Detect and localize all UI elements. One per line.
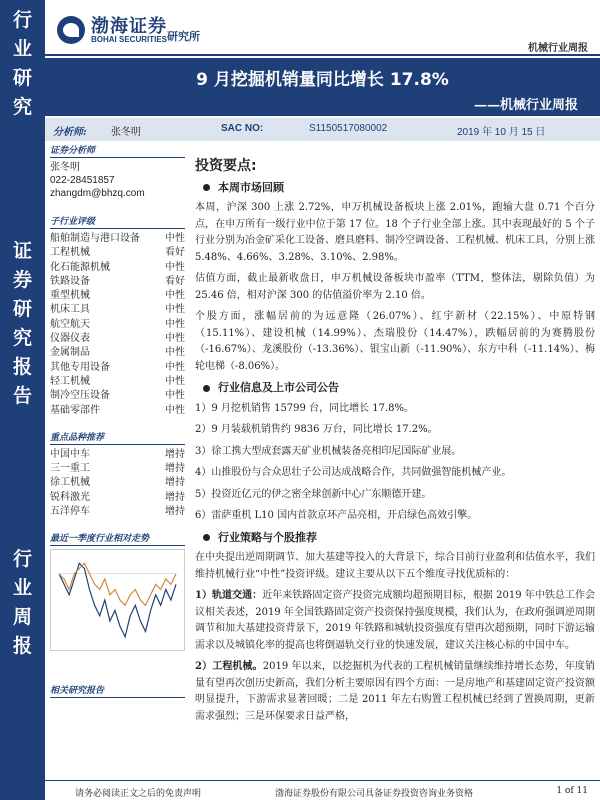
item-text: 近年来铁路固定资产投资完成额均超预期目标，根据 2019 年中铁总工作会议相关表述，2019 年全国铁路固定资产投资保持强度规模，我们认为，在政府强调逆周期调节和加大基建投资背景下，2019 年铁路和城轨投资强度有望再次超预期，同时下游运输需求以及城镇化率的提高也将倒逼轨交行业的快速发展，建议关注核心标的中国中车。 [195, 590, 595, 651]
news-item: 1）9 月挖机销售 15799 台，同比增长 17.8%。 [195, 402, 415, 414]
investment-highlights-heading: 投资要点: [195, 158, 257, 174]
page-number: 1 of 11 [556, 786, 588, 796]
rating-row [50, 361, 185, 375]
footer-qualification: 渤海证券股份有限公司具备证券投资咨询业务资格 [275, 789, 474, 799]
section-industry-news [195, 380, 595, 397]
relative-trend-chart [50, 549, 185, 651]
rating-row [50, 246, 185, 260]
side-label-char: 证 [12, 240, 32, 262]
sub-industry-ratings [50, 232, 185, 418]
analyst-label: 分析师: [53, 127, 87, 138]
stock-name: 五洋停车 [50, 506, 90, 518]
rating-name: 重型机械 [50, 290, 90, 302]
related-section-title: 相关研究报告 [50, 683, 185, 698]
item-text: 2019 年以来，以挖掘机为代表的工程机械销量继续维持增长态势，年度销量有望再次创历史新高，我们分析主要原因有四个方面：一是房地产和基建固定资产投资额明显提升，下游需求显著回暖；二是 2011 年左右购置工程机械已经到了置换周期，更新需求强烈；三是环保要求日益严格， [195, 661, 595, 722]
rating-row [50, 289, 185, 303]
stock-name: 徐工机械 [50, 477, 90, 489]
bullet-icon [203, 184, 210, 191]
rating-row [50, 275, 185, 289]
rating-rating: 中性 [165, 333, 185, 345]
rating-row [50, 404, 185, 418]
paragraph-valuation: 估值方面，截止最新收盘日，申万机械设备板块市盈率（TTM，整体法，剔除负值）为 25.46 倍，相对沪深 300 的估值溢价率为 2.10 倍。 [195, 273, 595, 301]
section-market-review [195, 180, 595, 197]
stock-rating: 增持 [165, 463, 185, 475]
rating-name: 航空航天 [50, 318, 90, 330]
logo-chinese: 渤海证券 [91, 16, 167, 37]
side-label-securities-report [0, 237, 45, 411]
page-footer [45, 780, 600, 800]
stock-rating: 增持 [165, 506, 185, 518]
rating-name: 金属制品 [50, 347, 90, 359]
side-label-char: 研 [12, 298, 32, 320]
item-lead: 1）轨道交通： [195, 590, 263, 601]
rating-rating: 看好 [165, 275, 185, 287]
report-type: 机械行业周报 [528, 43, 588, 54]
paragraph-rail [195, 588, 595, 654]
rating-name: 仪器仪表 [50, 333, 90, 345]
paragraph-strategy: 在中央提出逆周期调节、加大基建等投入的大背景下，综合目前行业盈利和估值水平，我们维持机械行业“中性”投资评级。建议主要从以下五个维度寻找优质标的： [195, 552, 595, 580]
side-label-char: 报 [12, 356, 32, 378]
side-label-char: 究 [12, 96, 32, 118]
stock-rating: 增持 [165, 448, 185, 460]
side-label-char: 行 [12, 9, 32, 31]
rating-rating: 中性 [165, 404, 185, 416]
rating-name: 轻工机械 [50, 375, 90, 387]
page-title: 9 月挖掘机销量同比增长 17.8% [196, 70, 449, 90]
rating-rating: 中性 [165, 290, 185, 302]
side-label-industry-research [0, 6, 45, 122]
stock-row [50, 476, 185, 490]
stock-row [50, 491, 185, 505]
stock-row [50, 448, 185, 462]
rating-rating: 中性 [165, 375, 185, 387]
page-subtitle: ——机械行业周报 [473, 98, 578, 113]
item-lead: 2）工程机械。 [195, 661, 263, 672]
news-item: 2）9 月装载机销售约 9836 万台，同比增长 17.2%。 [195, 424, 438, 435]
logo-english: BOHAI SECURITIES [91, 35, 168, 44]
rating-rating: 中性 [165, 318, 185, 330]
stock-section-title: 重点品种推荐 [50, 430, 185, 445]
stock-row [50, 462, 185, 476]
rating-name: 船舶制造与港口设备 [50, 233, 140, 244]
sac-label: SAC NO: [221, 123, 264, 134]
news-list [195, 401, 595, 525]
stock-name: 锐科激光 [50, 491, 90, 503]
section-title: 行业策略与个股推荐 [218, 530, 317, 544]
section-title: 本周市场回顾 [218, 180, 284, 194]
paragraph-market: 本周，沪深 300 上涨 2.72%，申万机械设备板块上涨 2.01%，跑输大盘 0.71 个百分点，在申万所有一级行业中位于第 17 位。18 个子行业全部上涨。其中表现最好的 5 个子行业分别为冶金矿采化工设备、磨具磨料、制冷空调设备、工程机械、机床工具，分别上涨 5.48%、4.66%、3.28%、3.10%、2.98%。 [195, 202, 595, 263]
rating-name: 机床工具 [50, 304, 90, 316]
rating-row [50, 303, 185, 317]
rating-name: 其他专用设备 [50, 361, 110, 373]
news-item: 6）雷萨重机 L10 国内首款京环产品亮相，开启绿色高效引擎。 [195, 510, 478, 521]
analyst-phone: 022-28451857 [50, 175, 115, 186]
rating-row [50, 389, 185, 403]
recommended-stocks [50, 448, 185, 519]
rating-name: 基础零部件 [50, 404, 100, 416]
bohai-logo-icon [57, 16, 85, 44]
side-label-char: 告 [12, 385, 32, 407]
paragraph-stocks: 个股方面，涨幅居前的为远意隆（26.07%）、红宇新材（22.15%）、中原特钢（15.11%）、建设机械（14.99%）、杰瑞股份（14.47%），跌幅居前的为赛腾股份（-16.67%）、龙溪股份（-13.36%）、银宝山新（-11.90%）、东方中科（-11.14%）、梅轮电梯（-8.06%）。 [195, 311, 595, 372]
rating-rating: 中性 [165, 347, 185, 359]
footer-disclaimer: 请务必阅读正文之后的免责声明 [75, 789, 202, 799]
rating-name: 工程机械 [50, 247, 90, 259]
stock-row [50, 505, 185, 519]
report-date: 2019 年 10 月 15 日 [457, 127, 546, 138]
rating-name: 制冷空压设备 [50, 390, 110, 402]
side-label-char: 券 [12, 269, 32, 291]
bullet-icon [203, 534, 210, 541]
news-item: 5）投资近亿元的伊之密全球创新中心广东顺德开建。 [195, 488, 432, 500]
chart-series-line-0 [59, 564, 176, 638]
rating-rating: 中性 [165, 390, 185, 402]
rating-section-title: 子行业评级 [50, 214, 185, 229]
title-banner [45, 58, 600, 116]
rating-row [50, 332, 185, 346]
chart-series-line-1 [59, 564, 176, 606]
trend-chart-svg [51, 550, 184, 650]
section-strategy [195, 530, 595, 547]
side-label-char: 研 [12, 67, 32, 89]
rating-row [50, 261, 185, 275]
chart-section-title: 最近一季度行业相对走势 [50, 531, 185, 546]
analyst-strip [45, 118, 600, 141]
page-header [45, 0, 600, 58]
paragraph-construction [195, 659, 595, 725]
rating-row [50, 346, 185, 360]
stock-name: 三一重工 [50, 463, 90, 475]
news-item: 3）徐工携大型成套露天矿业机械装备亮相印尼国际矿业展。 [195, 445, 462, 457]
analyst-email[interactable]: zhangdm@bhzq.com [50, 188, 145, 199]
side-label-char: 周 [12, 606, 32, 628]
rating-name: 铁路设备 [50, 275, 90, 287]
rating-rating: 中性 [165, 233, 185, 244]
header-divider [45, 54, 600, 56]
side-label-char: 行 [12, 548, 32, 570]
section-title: 行业信息及上市公司公告 [218, 381, 339, 394]
stock-rating: 增持 [165, 477, 185, 489]
sac-number: S1150517080002 [309, 123, 388, 134]
side-label-char: 究 [12, 327, 32, 349]
rating-row [50, 232, 185, 246]
main-content [195, 158, 595, 730]
news-item: 4）山推股份与合众思壮子公司达成战略合作，共同做强智能机械产业。 [195, 467, 512, 478]
rating-rating: 中性 [165, 304, 185, 316]
rating-row [50, 375, 185, 389]
bullet-icon [203, 385, 210, 392]
rating-row [50, 318, 185, 332]
rating-rating: 看好 [165, 247, 185, 259]
side-label-char: 业 [12, 38, 32, 60]
rating-name: 化石能源机械 [50, 261, 110, 273]
side-label-char: 报 [12, 635, 32, 657]
rating-rating: 中性 [165, 261, 185, 273]
analyst-name-left: 张冬明 [50, 162, 80, 173]
rating-rating: 中性 [165, 361, 185, 373]
analyst-section-title: 证券分析师 [50, 143, 185, 158]
stock-rating: 增持 [165, 491, 185, 503]
analyst-name: 张冬明 [111, 127, 141, 138]
left-info-column [50, 143, 185, 763]
stock-name: 中国中车 [50, 448, 90, 460]
side-label-weekly-report [0, 545, 45, 661]
institute-label: 研究所 [167, 30, 200, 43]
side-label-char: 业 [12, 577, 32, 599]
